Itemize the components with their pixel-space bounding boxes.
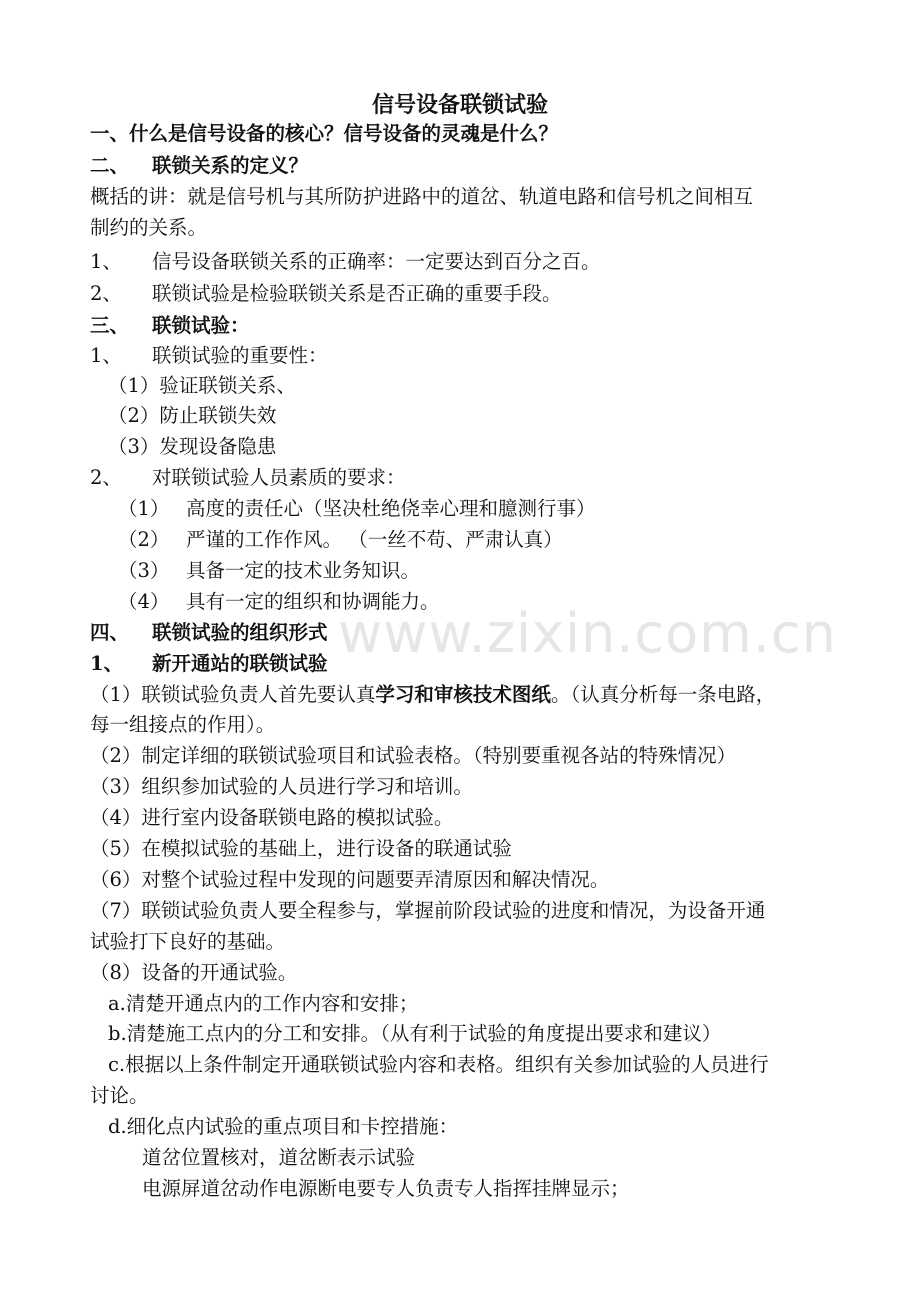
subheading-number: 1、 (90, 652, 124, 675)
step-1-line-2: 每一组接点的作用）。 (90, 713, 276, 736)
heading-4-text: 联锁试验的组织形式 (152, 621, 328, 644)
step-1-text-c: 。（认真分析每一条电路， (550, 683, 776, 706)
definition-line-2: 制约的关系。 (90, 216, 208, 239)
heading-4 (90, 620, 328, 646)
step-1-text-a: （1）联锁试验负责人首先要认真 (90, 683, 376, 706)
step-4: （4）进行室内设备联锁电路的模拟试验。 (90, 806, 454, 829)
heading-2 (90, 153, 308, 179)
sub-item-3: （3）发现设备隐患 (108, 435, 277, 458)
list-item-requirements (90, 465, 406, 491)
step-2: （2）制定详细的联锁试验项目和试验表格。（特别要重视各站的特殊情况） (90, 744, 737, 767)
requirement-4 (118, 589, 440, 615)
heading-4-number: 四、 (90, 621, 130, 644)
list-item-2 (90, 281, 562, 307)
heading-3-text: 联锁试验： (152, 314, 250, 337)
requirement-number: （4） (118, 590, 170, 613)
heading-2-text: 联锁关系的定义？ (152, 154, 309, 177)
requirement-text: 具有一定的组织和协调能力。 (186, 590, 440, 613)
list-item-number: 1、 (90, 250, 122, 273)
list-item-1 (90, 249, 601, 275)
requirement-text: 具备一定的技术业务知识。 (186, 559, 421, 582)
requirement-2 (118, 527, 563, 553)
heading-3-number: 三、 (90, 314, 130, 337)
sub-item-2: （2）防止联锁失效 (108, 404, 277, 427)
requirement-text: 高度的责任心（坚决杜绝侥幸心理和臆测行事） (186, 497, 596, 520)
list-item-number: 1、 (90, 344, 122, 367)
document-title: 信号设备联锁试验 (371, 92, 548, 118)
requirement-3 (118, 558, 420, 584)
step-8-item-b: b.清楚施工点内的分工和安排。（从有利于试验的角度提出要求和建议） (108, 1022, 722, 1045)
step-8-item-c-line-1: c.根据以上条件制定开通联锁试验内容和表格。组织有关参加试验的人员进行 (108, 1053, 769, 1076)
list-item-number: 2、 (90, 282, 122, 305)
requirement-number: （2） (118, 528, 170, 551)
heading-2-number: 二、 (90, 154, 130, 177)
step-7-line-1: （7）联锁试验负责人要全程参与，掌握前阶段试验的进度和情况，为设备开通 (90, 899, 766, 922)
requirement-1 (118, 496, 596, 522)
step-8-item-a: a.清楚开通点内的工作内容和安排； (108, 992, 419, 1015)
subheading-new-station (90, 651, 328, 677)
list-item-text: 联锁试验的重要性： (152, 344, 328, 367)
step-8-item-c-line-2: 讨论。 (90, 1084, 149, 1107)
step-6: （6）对整个试验过程中发现的问题要弄清原因和解决情况。 (90, 868, 610, 891)
list-item-text: 联锁试验是检验联锁关系是否正确的重要手段。 (152, 282, 562, 305)
list-item-importance (90, 343, 328, 369)
definition-line-1: 概括的讲：就是信号机与其所防护进路中的道岔、轨道电路和信号机之间相互 (90, 185, 754, 208)
list-item-text: 对联锁试验人员素质的要求： (152, 466, 406, 489)
step-8: （8）设备的开通试验。 (90, 961, 298, 984)
step-5: （5）在模拟试验的基础上，进行设备的联通试验 (90, 837, 512, 860)
list-item-text: 信号设备联锁关系的正确率：一定要达到百分之百。 (152, 250, 601, 273)
step-3: （3）组织参加试验的人员进行学习和培训。 (90, 775, 473, 798)
subheading-text: 新开通站的联锁试验 (152, 652, 328, 675)
step-8-item-d: d.细化点内试验的重点项目和卡控措施： (108, 1115, 459, 1138)
step-7-line-2: 试验打下良好的基础。 (90, 930, 286, 953)
requirement-text: 严谨的工作作风。 （一丝不苟、严肃认真） (186, 528, 563, 551)
heading-3 (90, 313, 250, 339)
watermark: www.zixin.com.cn (338, 602, 837, 665)
check-item-1: 道岔位置核对，道岔断表示试验 (142, 1146, 416, 1169)
step-1-emphasis: 学习和审核技术图纸 (375, 683, 551, 706)
sub-item-1: （1）验证联锁关系、 (108, 374, 296, 397)
check-item-2: 电源屏道岔动作电源断电要专人负责专人指挥挂牌显示； (142, 1177, 630, 1200)
list-item-number: 2、 (90, 466, 122, 489)
requirement-number: （1） (118, 497, 170, 520)
requirement-number: （3） (118, 559, 170, 582)
step-1-line-1 (90, 682, 775, 708)
heading-1: 一、什么是信号设备的核心？信号设备的灵魂是什么？ (90, 122, 559, 145)
